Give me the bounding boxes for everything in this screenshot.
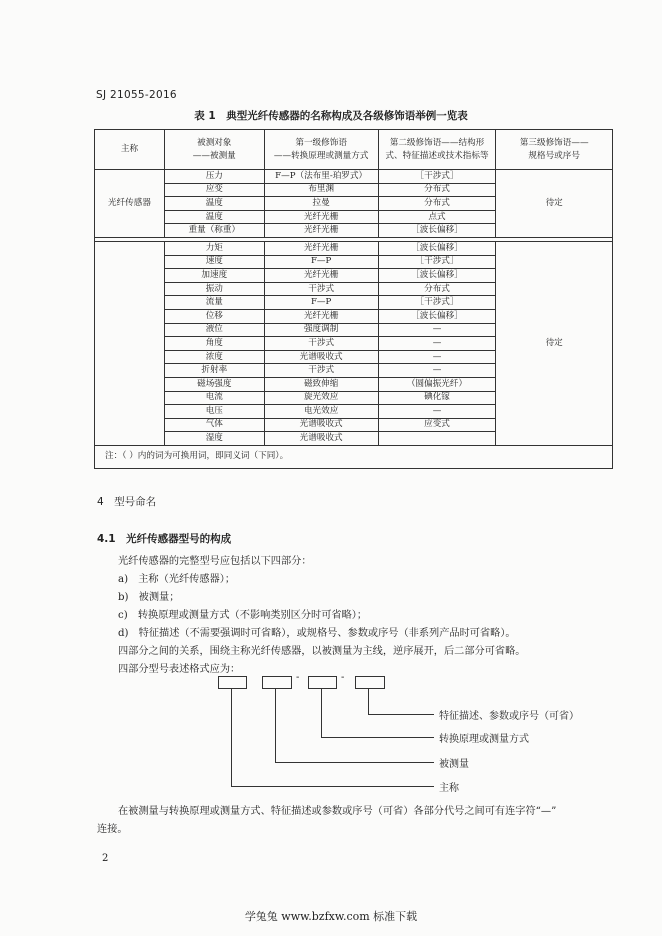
table-cell: 光纤光栅 <box>264 210 378 224</box>
table-cell: 干涉式 <box>264 282 378 296</box>
box-measurand <box>262 676 292 689</box>
table-cell: 振动 <box>164 282 264 296</box>
item-d: d) 特征描述（不需要强调时可省略），或规格号、参数或序号（非系列产品时可省略）。 <box>118 628 516 639</box>
column-header: 被测对象 ——被测量 <box>164 130 264 170</box>
section-4-1-heading: 4.1 光纤传感器型号的构成 <box>97 533 232 545</box>
table-cell: 分布式 <box>378 197 496 211</box>
table-cell: 拉曼 <box>264 197 378 211</box>
label-feature: 特征描述、参数或序号（可省） <box>439 711 579 722</box>
table-cell: 光纤光栅 <box>264 241 378 255</box>
table-cell: ［波长偏移］ <box>378 224 496 238</box>
end-paragraph-line1: 在被测量与转换原理或测量方式、特征描述或参数或序号（可省）各部分代号之间可有连字符“—” <box>118 806 557 817</box>
dash-2: - <box>341 672 345 683</box>
table-cell: ［干涉式］ <box>378 255 496 269</box>
table-cell: ［波长偏移］ <box>378 269 496 283</box>
table-cell: — <box>378 364 496 378</box>
table-cell: 布里渊 <box>264 183 378 197</box>
table-cell <box>378 432 496 446</box>
main-name-cell: 光纤传感器 <box>95 170 165 238</box>
table-cell: 湿度 <box>164 432 264 446</box>
end-paragraph-line2: 连接。 <box>97 824 128 835</box>
table-cell: 温度 <box>164 210 264 224</box>
box-principle <box>308 676 337 689</box>
intro-paragraph: 光纤传感器的完整型号应包括以下四部分： <box>118 556 312 567</box>
table-cell: 磁场强度 <box>164 377 264 391</box>
table-cell: 光纤光栅 <box>264 224 378 238</box>
table-caption: 表 1 典型光纤传感器的名称构成及各级修饰语举例一览表 <box>194 110 468 122</box>
item-b: b) 被测量； <box>118 592 180 603</box>
table-cell: （圆偏振光纤） <box>378 377 496 391</box>
relation-paragraph: 四部分之间的关系，围绕主称光纤传感器，以被测量为主线，逆序展开，后二部分可省略。 <box>118 646 526 657</box>
dash-1: - <box>296 672 300 683</box>
column-header: 第二级修饰语——结构形 式、特征描述或技术指标等 <box>378 130 496 170</box>
table-cell: 位移 <box>164 309 264 323</box>
table-cell: — <box>378 405 496 419</box>
table-cell: 电流 <box>164 391 264 405</box>
column-header: 第一级修饰语 ——转换原理或测量方式 <box>264 130 378 170</box>
table-cell: 光谱吸收式 <box>264 418 378 432</box>
table-cell: — <box>378 350 496 364</box>
label-main-name: 主称 <box>439 783 459 794</box>
table-cell: 液位 <box>164 323 264 337</box>
table-cell: F—P <box>264 296 378 310</box>
section-4-heading: 4 型号命名 <box>97 496 157 508</box>
table-cell: 加速度 <box>164 269 264 283</box>
table-cell: 电光效应 <box>264 405 378 419</box>
table-row <box>95 170 613 184</box>
table-cell: ［波长偏移］ <box>378 309 496 323</box>
table-cell: 速度 <box>164 255 264 269</box>
box-feature <box>355 676 385 689</box>
table-cell: 分布式 <box>378 282 496 296</box>
empty-main-name-cell <box>95 241 165 445</box>
third-modifier-cell: 待定 <box>496 241 613 445</box>
table-cell: 气体 <box>164 418 264 432</box>
table-cell: 压力 <box>164 170 264 184</box>
table-cell: F—P <box>264 255 378 269</box>
format-paragraph: 四部分型号表述格式应为： <box>118 664 241 675</box>
table-note: 注：（ ）内的词为可换用词，即同义词（下同）。 <box>95 445 613 468</box>
table-cell: 强度调制 <box>264 323 378 337</box>
label-measurand: 被测量 <box>439 759 469 770</box>
box-main-name <box>218 676 247 689</box>
table-cell: 浓度 <box>164 350 264 364</box>
table-cell: 光谱吸收式 <box>264 432 378 446</box>
table-cell: 分布式 <box>378 183 496 197</box>
item-a: a) 主称（光纤传感器）； <box>118 574 236 585</box>
item-c: c) 转换原理或测量方式（不影响类别区分时可省略）； <box>118 610 368 621</box>
table-cell: 角度 <box>164 337 264 351</box>
label-principle: 转换原理或测量方式 <box>439 734 529 745</box>
table-cell: 碘化镓 <box>378 391 496 405</box>
table-cell: — <box>378 323 496 337</box>
sensor-table <box>94 129 613 469</box>
footer-watermark: 学兔兔 www.bzfxw.com 标准下载 <box>244 910 418 923</box>
table-cell: F—P（法布里-珀罗式） <box>264 170 378 184</box>
third-modifier-cell: 待定 <box>496 170 613 238</box>
table-cell: ［干涉式］ <box>378 170 496 184</box>
table-cell: 重量（称重） <box>164 224 264 238</box>
table-cell: 电压 <box>164 405 264 419</box>
column-header: 主称 <box>95 130 165 170</box>
table-cell: 力矩 <box>164 241 264 255</box>
table-cell: ［干涉式］ <box>378 296 496 310</box>
table-cell: 应变式 <box>378 418 496 432</box>
table-cell: 温度 <box>164 197 264 211</box>
standard-code: SJ 21055-2016 <box>96 89 177 101</box>
table-cell: 光纤光栅 <box>264 309 378 323</box>
table-note-row <box>95 445 613 468</box>
table-cell: 磁致伸缩 <box>264 377 378 391</box>
table-cell: 折射率 <box>164 364 264 378</box>
table-cell: 光谱吸收式 <box>264 350 378 364</box>
table-cell: 光纤光栅 <box>264 269 378 283</box>
table-cell: 干涉式 <box>264 364 378 378</box>
table-cell: — <box>378 337 496 351</box>
table-cell: 旋光效应 <box>264 391 378 405</box>
column-header: 第三级修饰语—— 规格号或序号 <box>496 130 613 170</box>
table-header-row <box>95 130 613 170</box>
table-cell: 流量 <box>164 296 264 310</box>
table-cell: ［波长偏移］ <box>378 241 496 255</box>
table-cell: 点式 <box>378 210 496 224</box>
table-cell: 干涉式 <box>264 337 378 351</box>
page-number: 2 <box>102 853 109 864</box>
table-cell: 应变 <box>164 183 264 197</box>
table-row <box>95 241 613 255</box>
